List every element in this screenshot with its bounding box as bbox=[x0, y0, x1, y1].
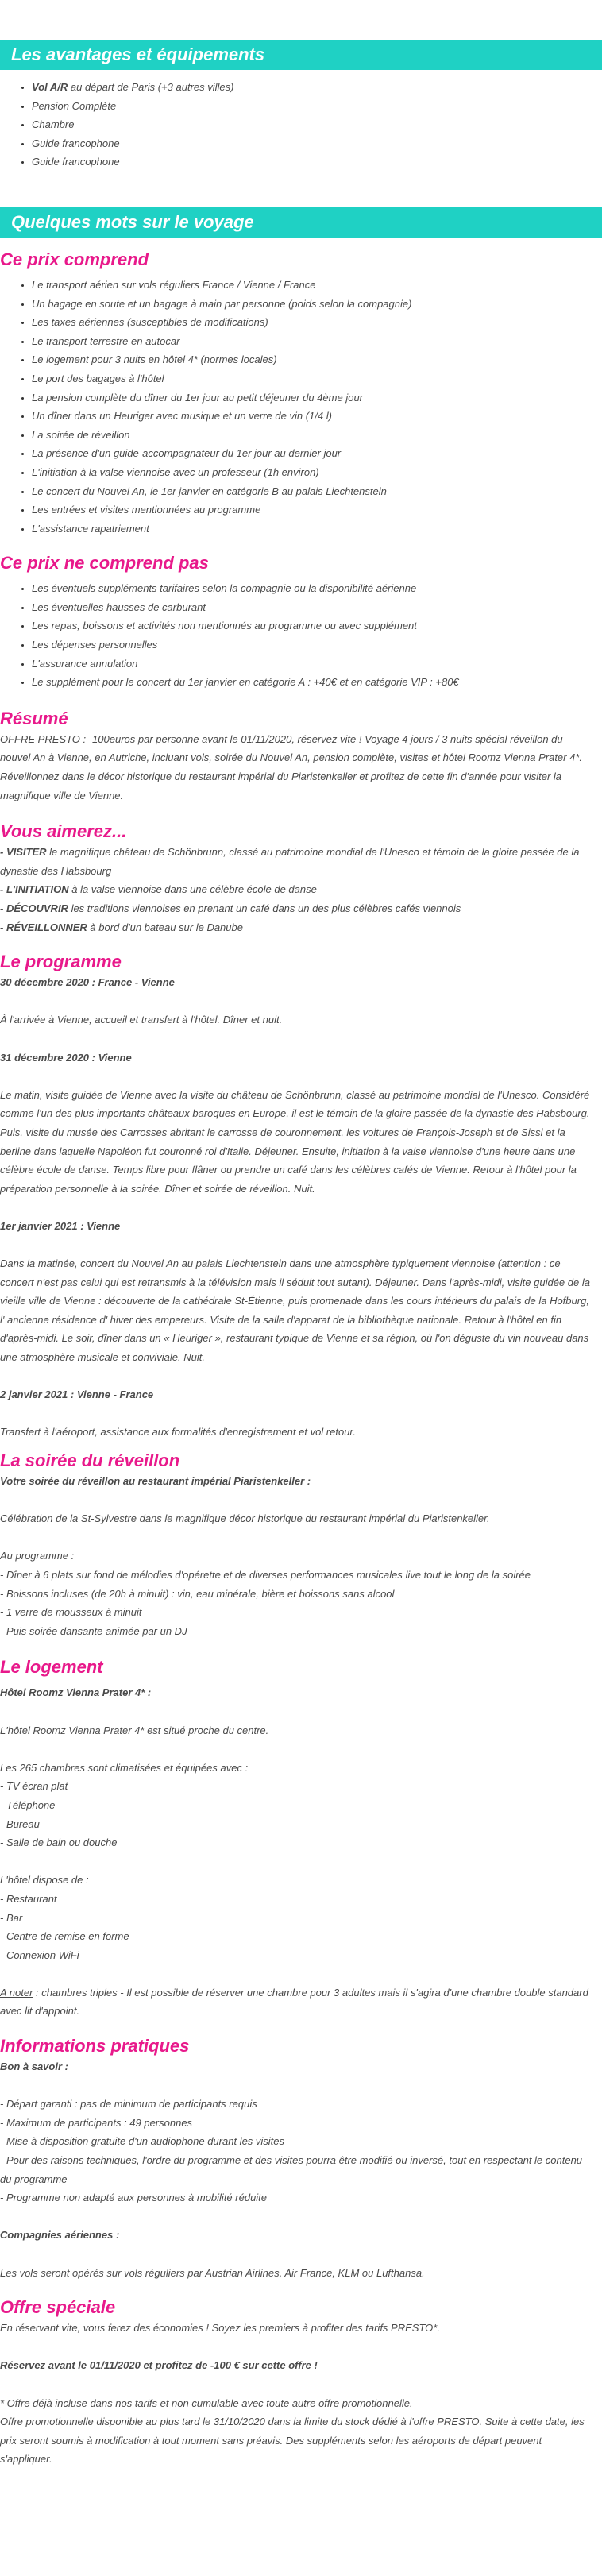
list-item: • Les dépenses personnelles bbox=[32, 635, 602, 655]
list-item: • La pension complète du dîner du 1er jour au petit déjeuner du 4ème jour bbox=[32, 388, 602, 407]
list-item: • L'assurance annulation bbox=[32, 655, 602, 674]
list-item: • Guide francophone bbox=[32, 153, 602, 172]
rooms-item: - TV écran plat bbox=[0, 1780, 68, 1793]
special-footnote: * Offre déjà incluse dans nos tarifs et non cumulable avec toute autre offre promotionnelle. bbox=[0, 2396, 413, 2409]
love-item: - L'INITIATION à la valse viennoise dans une célèbre école de danse bbox=[0, 883, 317, 896]
practical-item: - Pour des raisons techniques, l'ordre du programme et des visites pourra être modifié ou inversé, tout en respectant le contenu du programme bbox=[0, 2154, 583, 2185]
program-day-text: À l'arrivée à Vienne, accueil et transfert à l'hôtel. Dîner et nuit. bbox=[0, 1014, 283, 1026]
practical-item: - Départ garanti : pas de minimum de participants requis bbox=[0, 2098, 257, 2111]
reveillon-menu-item: - Dîner à 6 plats sur fond de mélodies d'opérette et de diverses performances musicales live tout le long de la soirée bbox=[0, 1569, 531, 1581]
rooms-item: - Téléphone bbox=[0, 1798, 56, 1811]
includes-list bbox=[0, 276, 602, 538]
hotel-text: L'hôtel Roomz Vienna Prater 4* est situé proche du centre. bbox=[0, 1724, 269, 1736]
summary-title: Résumé bbox=[0, 708, 68, 728]
practical-title: Informations pratiques bbox=[0, 2036, 190, 2057]
hotel-has-title: L'hôtel dispose de : bbox=[0, 1874, 89, 1887]
list-item: • Les éventuelles hausses de carburant bbox=[32, 598, 602, 617]
reveillon-menu-item: - Boissons incluses (de 20h à minuit) : vin, eau minérale, bière et boissons sans alcool bbox=[0, 1587, 395, 1600]
list-item: • Les repas, boissons et activités non mentionnés au programme ou avec supplément bbox=[32, 616, 602, 635]
special-title: Offre spéciale bbox=[0, 2297, 116, 2318]
summary-text: OFFRE PRESTO : -100euros par personne avant le 01/11/2020, réservez vite ! Voyage 4 jours / 3 nuits spécial réveillon du nouvel An à Vienne, en Autriche, incluant vols, soirée du Nouvel An, pension complète, visites et hôtel Roomz Vienna Prater 4*. Réveillonnez dans le décor historique du restaurant impérial du Piaristenkeller et profitez de cette fin d'année pour visiter la magnifique ville de Vienne. bbox=[0, 732, 583, 801]
list-item: • Vol A/R au départ de Paris (+3 autres villes) bbox=[32, 78, 602, 97]
rooms-item: - Salle de bain ou douche bbox=[0, 1836, 118, 1849]
practical-item: - Maximum de participants : 49 personnes bbox=[0, 2116, 193, 2129]
airlines-title: Compagnies aériennes : bbox=[0, 2229, 120, 2242]
love-title: Vous aimerez... bbox=[0, 821, 127, 842]
reveillon-menu-title: Au programme : bbox=[0, 1550, 75, 1562]
program-day-title: 31 décembre 2020 : Vienne bbox=[0, 1051, 132, 1064]
reveillon-subtitle: Votre soirée du réveillon au restaurant impérial Piaristenkeller : bbox=[0, 1475, 311, 1488]
list-item: • L'initiation à la valse viennoise avec un professeur (1h environ) bbox=[32, 463, 602, 482]
practical-item: - Mise à disposition gratuite d'un audiophone durant les visites bbox=[0, 2135, 285, 2148]
program-day-title: 1er janvier 2021 : Vienne bbox=[0, 1219, 121, 1232]
special-line: En réservant vite, vous ferez des économies ! Soyez les premiers à profiter des tarifs PRESTO*. bbox=[0, 2322, 440, 2335]
hotel-has-item: - Centre de remise en forme bbox=[0, 1930, 129, 1943]
reveillon-menu-item: - 1 verre de mousseux à minuit bbox=[0, 1606, 142, 1619]
reveillon-title: La soirée du réveillon bbox=[0, 1450, 180, 1471]
list-item: • Le supplément pour le concert du 1er janvier en catégorie A : +40€ et en catégorie VIP : +80€ bbox=[32, 673, 602, 692]
list-item: • L'assistance rapatriement bbox=[32, 519, 602, 539]
hotel-has-item: - Connexion WiFi bbox=[0, 1948, 79, 1961]
hotel-has-item: - Bar bbox=[0, 1911, 23, 1924]
list-item: • La présence d'un guide-accompagnateur du 1er jour au dernier jour bbox=[32, 444, 602, 463]
program-day-text: Transfert à l'aéroport, assistance aux formalités d'enregistrement et vol retour. bbox=[0, 1426, 356, 1439]
love-item: - VISITER le magnifique château de Schönbrunn, classé au patrimoine mondial de l'Unesco et témoin de la gloire passée de la dynastie des Habsbourg bbox=[0, 846, 580, 877]
list-item: • Guide francophone bbox=[32, 134, 602, 153]
lodging-note: A noter : chambres triples - Il est possible de réserver une chambre pour 3 adultes mais il s'agira d'une chambre double standard avec lit d'appoint. bbox=[0, 1986, 588, 2018]
love-item: - DÉCOUVRIR les traditions viennoises en prenant un café dans un des plus célèbres cafés viennois bbox=[0, 902, 461, 914]
list-item: • Pension Complète bbox=[32, 97, 602, 116]
program-day-title: 30 décembre 2020 : France - Vienne bbox=[0, 976, 175, 989]
reveillon-menu-item: - Puis soirée dansante animée par un DJ bbox=[0, 1624, 187, 1637]
section-bar-about: Quelques mots sur le voyage bbox=[0, 207, 602, 238]
special-footnote: Offre promotionnelle disponible au plus tard le 31/10/2020 dans la limite du stock dédié à l'offre PRESTO. Suite à cette date, les prix seront soumis à modification à tout moment sans préavis. Des suppléments selon les aéroports de départ peuvent s'appliquer. bbox=[0, 2416, 585, 2466]
list-item: • Les entrées et visites mentionnées au programme bbox=[32, 500, 602, 519]
list-item: • Le transport aérien sur vols réguliers France / Vienne / France bbox=[32, 276, 602, 295]
love-item: - RÉVEILLONNER à bord d'un bateau sur le Danube bbox=[0, 921, 243, 933]
practical-item: - Programme non adapté aux personnes à mobilité réduite bbox=[0, 2192, 268, 2204]
list-item: • Un bagage en soute et un bagage à main par personne (poids selon la compagnie) bbox=[32, 295, 602, 314]
list-item: • Chambre bbox=[32, 115, 602, 134]
hotel-has-item: - Restaurant bbox=[0, 1892, 57, 1905]
list-item: • Le transport terrestre en autocar bbox=[32, 332, 602, 351]
airlines-text: Les vols seront opérés sur vols réguliers par Austrian Airlines, Air France, KLM ou Lufthansa. bbox=[0, 2266, 425, 2279]
program-day-text: Le matin, visite guidée de Vienne avec la visite du château de Schönbrunn, classé au patrimoine mondial de l'Unesco. Considéré comme l'un des plus importants châteaux baroques en Europe, il est le témoin de la gloire passée de la dynastie des Habsbourg. Puis, visite du musée des Carrosses abritant le carrosse de couronnement, les voitures de François-Joseph et de Sissi et la berline dans laquelle Napoléon fut couronné roi d'Italie. Déjeuner. Ensuite, initiation à la valse viennoise d'une heure dans une célèbre école de danse. Temps libre pour flâner ou prendre un café dans les célèbres cafés de Vienne. Retour à l'hôtel pour la préparation personnelle à la soirée. Dîner et soirée de réveillon. Nuit. bbox=[0, 1088, 590, 1195]
list-item: • Les éventuels suppléments tarifaires selon la compagnie ou la disponibilité aérienne bbox=[32, 579, 602, 598]
section-bar-advantages: Les avantages et équipements bbox=[0, 40, 602, 70]
advantages-list bbox=[0, 78, 602, 172]
hotel-title: Hôtel Roomz Vienna Prater 4* : bbox=[0, 1686, 152, 1699]
list-item: • Un dîner dans un Heuriger avec musique et un verre de vin (1/4 l) bbox=[32, 407, 602, 426]
excludes-list bbox=[0, 579, 602, 692]
list-item: • Les taxes aériennes (susceptibles de modifications) bbox=[32, 313, 602, 332]
reveillon-intro: Célébration de la St-Sylvestre dans le magnifique décor historique du restaurant impérial du Piaristenkeller. bbox=[0, 1512, 490, 1525]
lodging-title: Le logement bbox=[0, 1657, 103, 1678]
list-item: • Le logement pour 3 nuits en hôtel 4* (normes locales) bbox=[32, 350, 602, 369]
rooms-title: Les 265 chambres sont climatisées et équipées avec : bbox=[0, 1761, 249, 1774]
program-day-title: 2 janvier 2021 : Vienne - France bbox=[0, 1388, 154, 1401]
list-item: • Le port des bagages à l'hôtel bbox=[32, 369, 602, 388]
includes-title: Ce prix comprend bbox=[0, 249, 149, 269]
special-line-bold: Réservez avant le 01/11/2020 et profitez de -100 € sur cette offre ! bbox=[0, 2359, 318, 2372]
program-day-text: Dans la matinée, concert du Nouvel An au palais Liechtenstein dans une atmosphère typiquement viennoise (attention : ce concert n'est pas celui qui est retransmis à la télévision mais il séduit tout autant). Déjeuner. Dans l'après-midi, visite guidée de la vieille ville de Vienne : découverte de la cathédrale St-Étienne, puis promenade dans les cours intérieurs du palais de la Hofburg, l' ancienne résidence d' hiver des empereurs. Visite de la salle d'apparat de la bibliothèque nationale. Retour à l'hôtel en fin d'après-midi. Le soir, dîner dans un « Heuriger », restaurant typique de Vienne et sa région, où l'on déguste du vin nouveau dans une atmosphère musicale et conviviale. Nuit. bbox=[0, 1257, 590, 1364]
rooms-item: - Bureau bbox=[0, 1817, 40, 1830]
list-item: • Le concert du Nouvel An, le 1er janvier en catégorie B au palais Liechtenstein bbox=[32, 482, 602, 501]
good-to-know: Bon à savoir : bbox=[0, 2060, 68, 2073]
list-item: • La soirée de réveillon bbox=[32, 426, 602, 445]
excludes-title: Ce prix ne comprend pas bbox=[0, 553, 209, 574]
program-title: Le programme bbox=[0, 952, 122, 972]
